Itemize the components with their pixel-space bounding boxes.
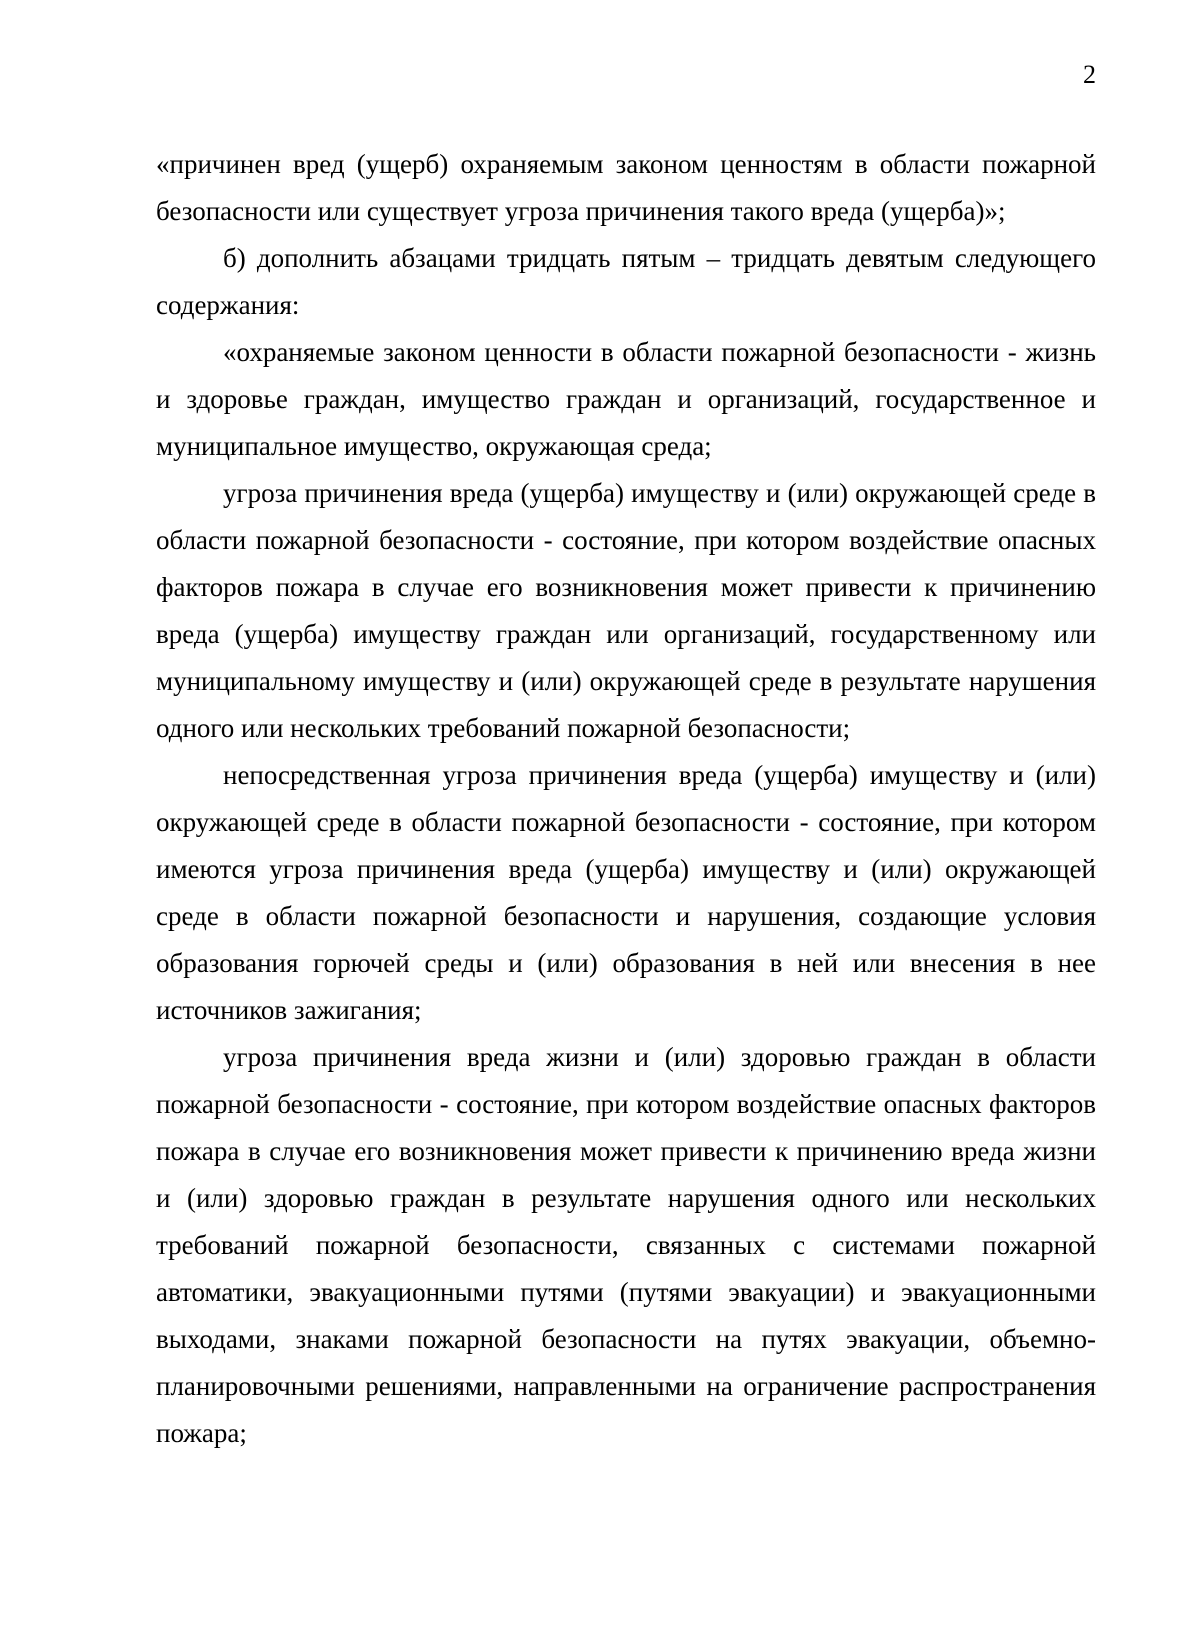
paragraph-2: б) дополнить абзацами тридцать пятым – тридцать девятым следующего содержания: — [156, 243, 1096, 320]
paragraph-1: «причинен вред (ущерб) охраняемым законом ценностям в области пожарной безопасности или существует угроза причинения такого вреда (ущерба)»; — [156, 149, 1096, 226]
paragraph-3: «охраняемые законом ценности в области пожарной безопасности - жизнь и здоровье граждан, имущество граждан и организаций, государственное и муниципальное имущество, окружающая среда; — [156, 337, 1096, 461]
paragraph-6: угроза причинения вреда жизни и (или) здоровью граждан в области пожарной безопасности - состояние, при котором воздействие опасных факторов пожара в случае его возникновения может привести к причинению вреда жизни и (или) здоровью граждан в результате нарушения одного или нескольких требований пожарной безопасности, связанных с системами пожарной автоматики, эвакуационными путями (путями эвакуации) и эвакуационными выходами, знаками пожарной безопасности на путях эвакуации, объемно-планировочными решениями, направленными на ограничение распространения пожара; — [156, 1042, 1096, 1448]
page-number: 2 — [1083, 60, 1096, 89]
document-body — [156, 141, 1096, 1457]
paragraph-5: непосредственная угроза причинения вреда (ущерба) имуществу и (или) окружающей среде в области пожарной безопасности - состояние, при котором имеются угроза причинения вреда (ущерба) имуществу и (или) окружающей среде в области пожарной безопасности и нарушения, создающие условия образования горючей среды и (или) образования в ней или внесения в нее источников зажигания; — [156, 760, 1096, 1025]
paragraph-4: угроза причинения вреда (ущерба) имуществу и (или) окружающей среде в области пожарной безопасности - состояние, при котором воздействие опасных факторов пожара в случае его возникновения может привести к причинению вреда (ущерба) имуществу граждан или организаций, государственному или муниципальному имуществу и (или) окружающей среде в результате нарушения одного или нескольких требований пожарной безопасности; — [156, 478, 1096, 743]
